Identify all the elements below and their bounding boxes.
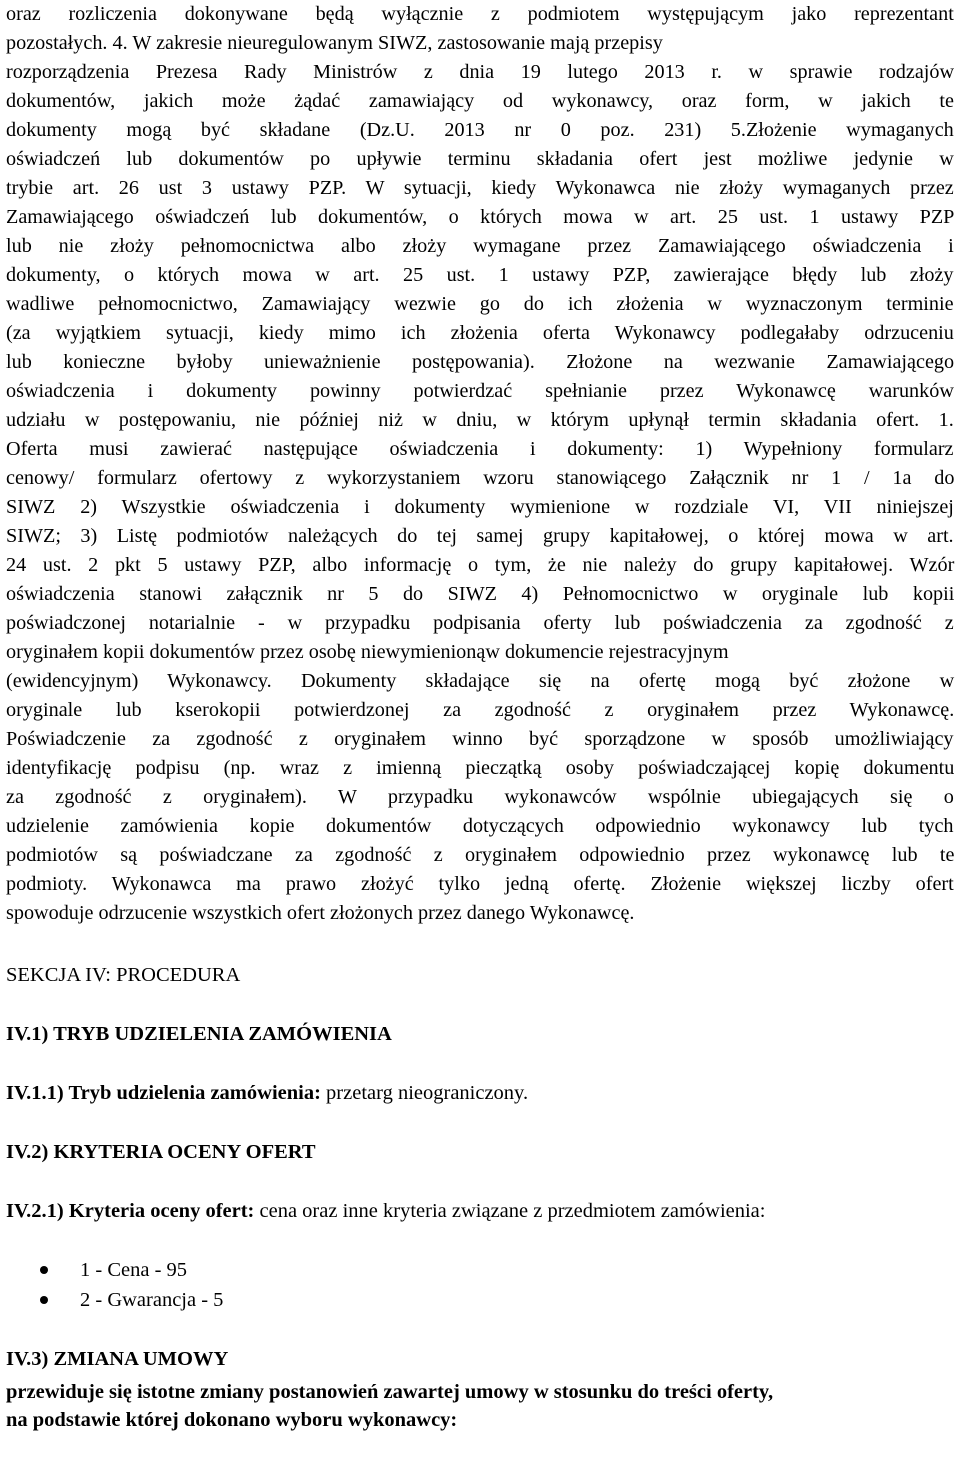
paragraph-line: oryginale lub kserokopii potwierdzonej za zgodność z oryginałem przez Wykonawcę.: [6, 699, 955, 721]
iv11-line: [6, 1080, 528, 1106]
iv21-label: IV.2.1) Kryteria oceny ofert:: [6, 1200, 255, 1222]
paragraph-line: cenowy/ formularz ofertowy z wykorzystaniem wzoru stanowiącego Załącznik nr 1 / 1a do: [6, 467, 955, 489]
paragraph-line: oświadczenia stanowi załącznik nr 5 do SIWZ 4) Pełnomocnictwo w oryginale lub kopii: [6, 583, 955, 605]
paragraph-line: trybie art. 26 ust 3 ustawy PZP. W sytuacji, kiedy Wykonawca nie złoży wymaganych przez: [6, 177, 954, 199]
criterion-text: 2 - Gwarancja - 5: [80, 1289, 224, 1311]
final-paragraph: [6, 1378, 773, 1434]
document-page: [6, 0, 958, 1431]
heading-iv2: IV.2) KRYTERIA OCENY OFERT: [6, 1141, 316, 1163]
paragraph-line: oraz rozliczenia dokonywane będą wyłącznie z podmiotem występującym jako reprezentant: [6, 3, 954, 25]
paragraph-line: lub konieczne byłoby unieważnienie postępowania). Złożone na wezwanie Zamawiającego: [6, 351, 955, 373]
paragraph-line: udziału w postępowaniu, nie później niż w dniu, w którym upłynął termin składania ofert. 1.: [6, 409, 954, 431]
iv11-label: IV.1.1) Tryb udzielenia zamówienia:: [6, 1082, 321, 1104]
paragraph-line: za zgodność z oryginałem). W przypadku wykonawców wspólnie ubiegających się o: [6, 786, 954, 808]
paragraph-line: rozporządzenia Prezesa Rady Ministrów z dnia 19 lutego 2013 r. w sprawie rodzajów: [6, 61, 955, 83]
list-item: [6, 1285, 223, 1315]
paragraph-line: dokumenty, o których mowa w art. 25 ust. 1 ustawy PZP, zawierające błędy lub złoży: [6, 264, 954, 286]
paragraph-line: (za wyjątkiem sytuacji, kiedy mimo ich złożenia oferta Wykonawcy podlegałaby odrzuceniu: [6, 322, 954, 344]
paragraph-line: pozostałych. 4. W zakresie nieuregulowanym SIWZ, zastosowanie mają przepisy: [6, 32, 663, 54]
paragraph-line: (ewidencyjnym) Wykonawcy. Dokumenty składające się na ofertę mogą być złożone w: [6, 670, 955, 692]
paragraph-line: lub nie złoży pełnomocnictwa albo złoży wymagane przez Zamawiającego oświadczenia i: [6, 235, 954, 257]
paragraph-line: udzielenie zamówienia kopie dokumentów dotyczących odpowiednio wykonawcy lub tych: [6, 815, 954, 837]
paragraph-line: oryginałem kopii dokumentów przez osobę niewymienionąw dokumencie rejestracyjnym: [6, 641, 729, 663]
paragraph-line: dokumenty mogą być składane (Dz.U. 2013 nr 0 poz. 231) 5.Złożenie wymaganych: [6, 119, 954, 141]
paragraph-line: oświadczenia i dokumenty powinny potwierdzać spełnianie przez Wykonawcę warunków: [6, 380, 954, 402]
paragraph-line: podmioty. Wykonawca ma prawo złożyć tylko jedną ofertę. Złożenie większej liczby ofert: [6, 873, 954, 895]
iv11-value: przetarg nieograniczony.: [320, 1082, 529, 1104]
list-item: [6, 1255, 223, 1285]
paragraph-line: SIWZ; 3) Listę podmiotów należących do tej samej grupy kapitałowej, o której mowa w art.: [6, 525, 954, 547]
paragraph-line: spowoduje odrzucenie wszystkich ofert złożonych przez danego Wykonawcę.: [6, 902, 635, 924]
paragraph-line: Zamawiającego oświadczeń lub dokumentów, o których mowa w art. 25 ust. 1 ustawy PZP: [6, 206, 955, 228]
bullet-icon: [40, 1296, 48, 1304]
paragraph-line: Poświadczenie za zgodność z oryginałem winno być sporządzone w sposób umożliwiający: [6, 728, 954, 750]
paragraph-line: oświadczeń lub dokumentów po upływie terminu składania ofert jest możliwe jedynie w: [6, 148, 954, 170]
section-title: SEKCJA IV: PROCEDURA: [6, 964, 241, 986]
heading-iv3: IV.3) ZMIANA UMOWY: [6, 1348, 229, 1370]
paragraph-line: poświadczonej notarialnie - w przypadku podpisania oferty lub poświadczenia za zgodność z: [6, 612, 954, 634]
paragraph-line: identyfikację podpisu (np. wraz z imienną pieczątką osoby poświadczającej kopię dokumentu: [6, 757, 955, 779]
criterion-text: 1 - Cena - 95: [80, 1259, 188, 1281]
final-line: przewiduje się istotne zmiany postanowień zawartej umowy w stosunku do treści oferty,: [6, 1381, 774, 1403]
iv21-value: cena oraz inne kryteria związane z przedmiotem zamówienia:: [254, 1200, 766, 1222]
paragraph-line: podmiotów są poświadczane za zgodność z oryginałem odpowiednio przez wykonawcę lub te: [6, 844, 955, 866]
paragraph-line: SIWZ 2) Wszystkie oświadczenia i dokumenty wymienione w rozdziale VI, VII niniejszej: [6, 496, 954, 518]
bullet-icon: [40, 1266, 48, 1274]
heading-iv1: IV.1) TRYB UDZIELENIA ZAMÓWIENIA: [6, 1023, 392, 1045]
paragraph-line: Oferta musi zawierać następujące oświadczenia i dokumenty: 1) Wypełniony formularz: [6, 438, 954, 460]
paragraph-line: 24 ust. 2 pkt 5 ustawy PZP, albo informację o tym, że nie należy do grupy kapitałowej. Wzór: [6, 554, 955, 576]
main-paragraph: [6, 0, 958, 928]
paragraph-line: dokumentów, jakich może żądać zamawiający od wykonawcy, oraz form, w jakich te: [6, 90, 954, 112]
final-line: na podstawie której dokonano wyboru wykonawcy:: [6, 1409, 458, 1431]
iv21-line: [6, 1198, 765, 1224]
criteria-list: [6, 1255, 223, 1315]
paragraph-line: wadliwe pełnomocnictwo, Zamawiający wezwie go do ich złożenia w wyznaczonym terminie: [6, 293, 954, 315]
